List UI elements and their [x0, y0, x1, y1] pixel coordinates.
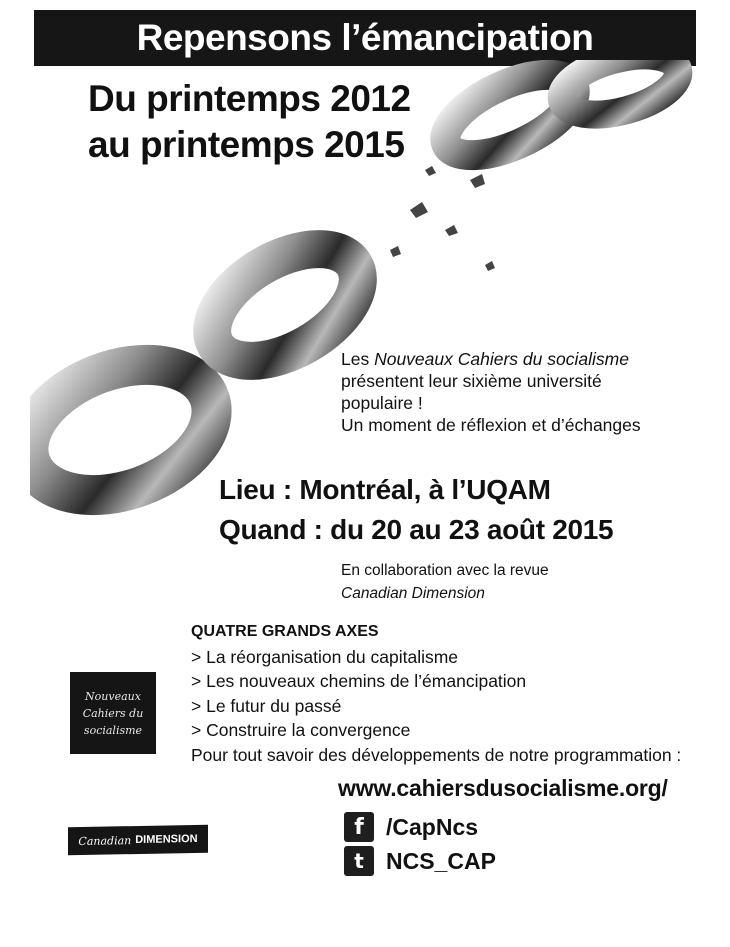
axis-item: > La réorganisation du capitalisme	[191, 646, 459, 667]
axes-section	[191, 620, 711, 767]
period-line-end: au printemps 2015	[88, 124, 405, 165]
ncs-logo-line-1: Nouveaux	[85, 689, 141, 703]
journal-name: Nouveaux Cahiers du socialisme	[374, 349, 629, 369]
axis-item: > Les nouveaux chemins de l’émancipation	[191, 671, 527, 691]
ncs-logo	[70, 672, 156, 754]
event-details	[219, 470, 613, 550]
cd-logo-script: Canadian	[78, 833, 132, 848]
event-dates: Quand : du 20 au 23 août 2015	[219, 514, 614, 545]
axes-heading: QUATRE GRANDS AXES	[191, 623, 379, 640]
period-line-start: Du printemps 2012	[88, 78, 411, 119]
twitter-icon: t	[344, 846, 374, 876]
event-location: Lieu : Montréal, à l’UQAM	[219, 474, 551, 505]
canadian-dimension-logo	[68, 825, 208, 855]
facebook-handle: /CapNcs	[386, 813, 479, 840]
intro-prefix: Les	[341, 349, 375, 369]
facebook-icon: f	[344, 812, 374, 842]
axis-item: > Construire la convergence	[191, 720, 411, 740]
program-note: Pour tout savoir des développements de notre programmation :	[191, 744, 682, 765]
twitter-link[interactable]	[344, 846, 496, 876]
axis-item: > Le futur du passé	[191, 695, 342, 716]
intro-line-1	[341, 348, 701, 370]
event-period	[88, 76, 411, 168]
website-link[interactable]: www.cahiersdusocialisme.org/	[338, 775, 668, 801]
collaboration-note	[341, 559, 549, 605]
facebook-link[interactable]	[344, 812, 478, 842]
collab-line: En collaboration avec la revue	[341, 562, 549, 579]
cd-logo-caps: DIMENSION	[135, 832, 198, 847]
intro-paragraph	[341, 348, 701, 436]
collab-partner: Canadian Dimension	[341, 585, 485, 602]
intro-line-4: Un moment de réflexion et d’échanges	[341, 415, 641, 435]
banner-title: Repensons l’émancipation	[34, 10, 696, 66]
ncs-logo-line-2: Cahiers du	[82, 706, 144, 720]
twitter-handle: NCS_CAP	[386, 847, 496, 874]
intro-line-3: populaire !	[341, 393, 423, 413]
ncs-logo-line-3: socialisme	[83, 723, 143, 737]
intro-line-2: présentent leur sixième université	[341, 371, 602, 391]
